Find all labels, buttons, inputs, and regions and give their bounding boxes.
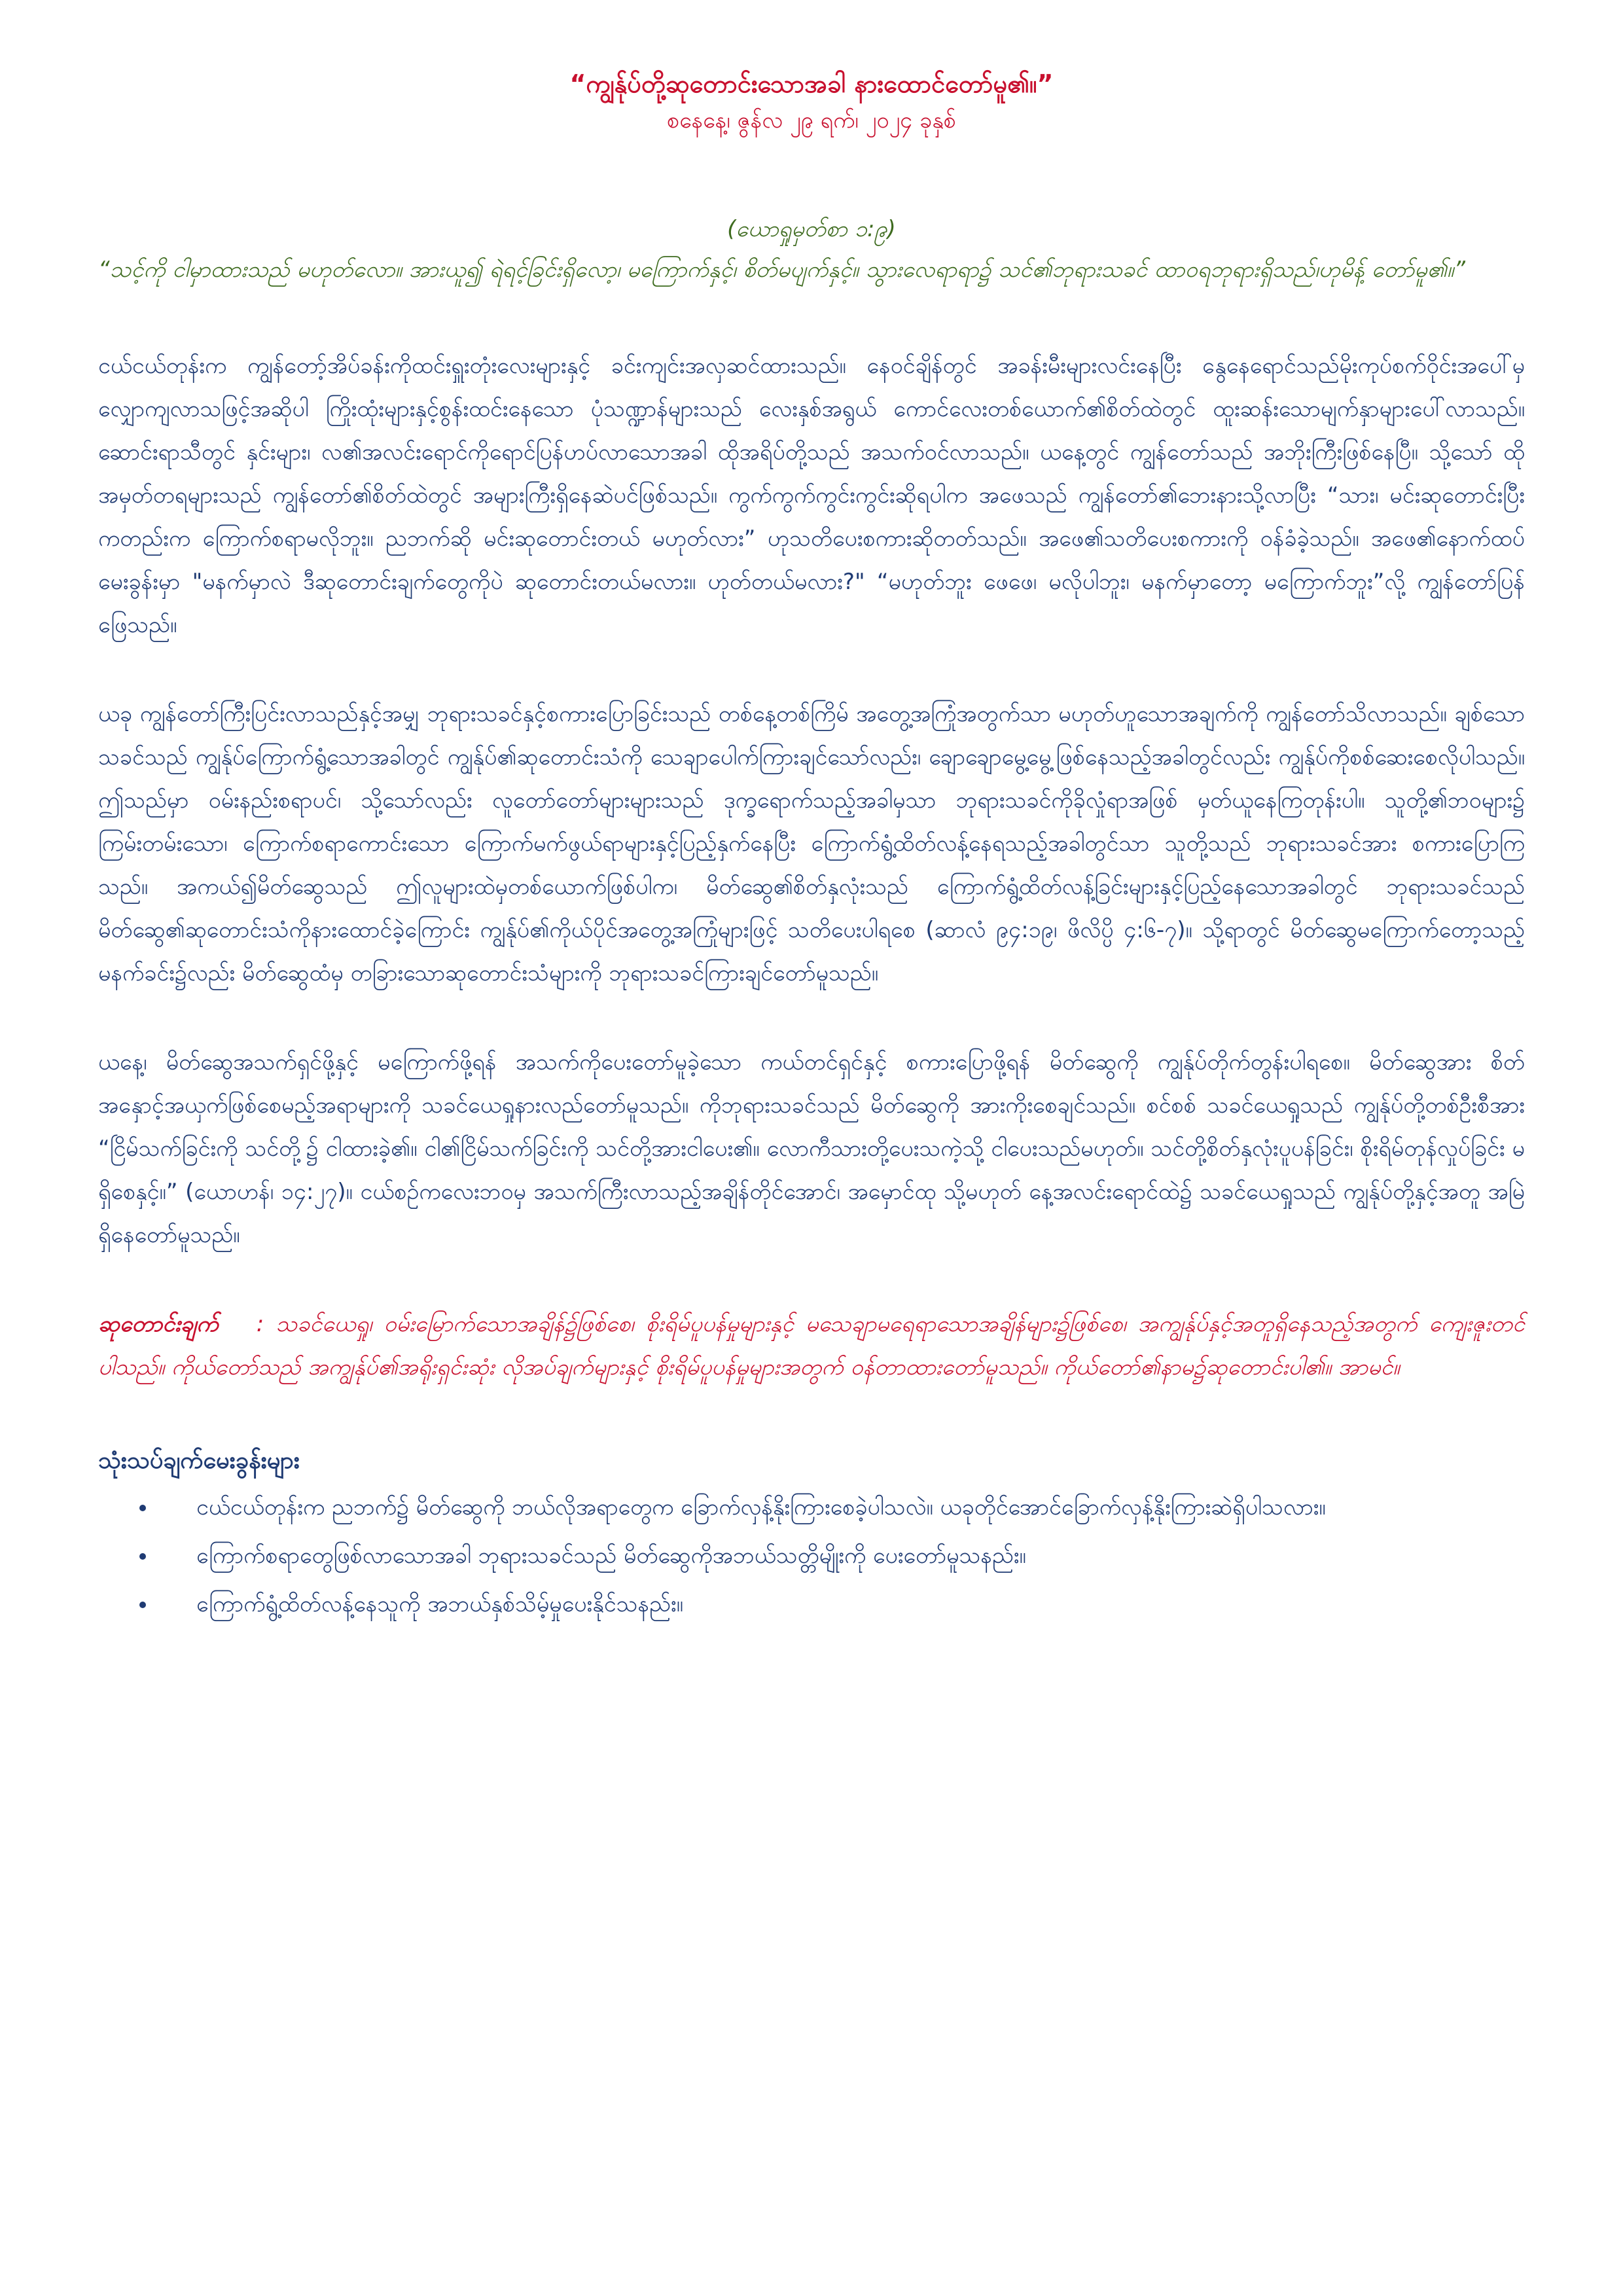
page-date: စနေနေ့၊ ဇွန်လ ၂၉ ရက်၊ ၂၀၂၄ ခုနှစ် [667, 107, 956, 134]
questions-heading: သုံးသပ်ချက်မေးခွန်းများ [98, 1447, 300, 1474]
body-paragraph-3: ယနေ့၊ မိတ်ဆွေအသက်ရှင်ဖို့နှင့် မကြောက်ဖို့ရန် အသက်ကိုပေးတော်မူခဲ့သော ကယ်တင်ရှင်နှင့် စကားပြောဖို့ရန် မိတ်ဆွေကို ကျွန်ုပ်တိုက်တွန်းပါရစေ။ မိတ်ဆွေအား စိတ်အနှောင့်အယှက်ဖြစ်စေမည့်အရာများကို သခင်ယေရှုနားလည်တော်မူသည်။ ကိုဘုရားသခင်သည် မိတ်ဆွေကို အားကိုးစေချင်သည်။ စင်စစ် သခင်ယေရှုသည် ကျွန်ုပ်တို့တစ်ဦးစီအား “ငြိမ်သက်ခြင်းကို သင်တို့၌ ငါထားခဲ့၏။ ငါ၏ငြိမ်သက်ခြင်းကို သင်တို့အားငါပေး၏။ လောကီသားတို့ပေးသကဲ့သို့ ငါပေးသည်မဟုတ်။ သင်တို့စိတ်နှလုံးပူပန်ခြင်း၊ စိုးရိမ်တုန်လှုပ်ခြင်း မရှိစေနှင့်။” (ယောဟန်၊ ၁၄:၂၇)။ ငယ်စဉ်ကလေးဘဝမှ အသက်ကြီးလာသည့်အချိန်တိုင်အောင်၊ အမှောင်ထု သို့မဟုတ် နေ့အလင်းရောင်ထဲ၌ သခင်ယေရှုသည် ကျွန်ုပ်တို့နှင့်အတူ အမြဲရှိနေတော်မူသည်။ [98, 1049, 1525, 1248]
prayer-text: : သခင်ယေရှု၊ ဝမ်းမြောက်သောအချိန်၌ဖြစ်စေ၊ စိုးရိမ်ပူပန်မှုများနှင့် မသေချာမရေရာသောအချိန်များ၌ဖြစ်စေ၊ အကျွန်ုပ်နှင့်အတူရှိနေသည့်အတွက် ကျေးဇူးတင်ပါသည်။ ကိုယ်တော်သည် အကျွန်ုပ်၏အရိုးရှင်းဆုံး လိုအပ်ချက်များနှင့် စိုးရိမ်ပူပန်မှုများအတွက် ဝန်တာထားတော်မူသည်။ ကိုယ်တော်၏နာမ၌ဆုတောင်းပါ၏။ အာမင်။ [98, 1311, 1525, 1380]
devotional-page [98, 65, 1525, 1632]
page-title: “ကျွန်ုပ်တို့ဆုတောင်းသောအခါ နားထောင်တော်မူ၏။” [569, 69, 1054, 98]
body-paragraph-1: ငယ်ငယ်တုန်းက ကျွန်တော့်အိပ်ခန်းကိုထင်းရှူးတုံးလေးများနှင့် ခင်းကျင်းအလှဆင်ထားသည်။ နေဝင်ချိန်တွင် အခန်းမီးများလင်းနေပြီး နွေနေရောင်သည်မိုးကုပ်စက်ဝိုင်းအပေါ်မှ လျှောကျလာသဖြင့်အဆိုပါ ကြိုးထုံးများနှင့်စွန်းထင်းနေသော ပုံသဏ္ဍာန်များသည် လေးနှစ်အရွယ် ကောင်လေးတစ်ယောက်၏စိတ်ထဲတွင် ထူးဆန်းသောမျက်နှာများပေါ်လာသည်။ ဆောင်းရာသီတွင် နှင်းများ၊ လ၏အလင်းရောင်ကိုရောင်ပြန်ဟပ်လာသောအခါ ထိုအရိပ်တို့သည် အသက်ဝင်လာသည်။ ယနေ့တွင် ကျွန်တော်သည် အဘိုးကြီးဖြစ်နေပြီ။ သို့သော် ထိုအမှတ်တရများသည် ကျွန်တော်၏စိတ်ထဲတွင် အများကြီးရှိနေဆဲပင်ဖြစ်သည်။ ကွက်ကွက်ကွင်းကွင်းဆိုရပါက အဖေသည် ကျွန်တော်၏ဘေးနားသို့လာပြီး “သား၊ မင်းဆုတောင်းပြီးကတည်းက ကြောက်စရာမလိုဘူး။ ညဘက်ဆို မင်းဆုတောင်းတယ် မဟုတ်လား” ဟုသတိပေးစကားဆိုတတ်သည်။ အဖေ၏သတိပေးစကားကို ဝန်ခံခဲ့သည်။ အဖေ၏နောက်ထပ်မေးခွန်းမှာ "မနက်မှာလဲ ဒီဆုတောင်းချက်တွေကိုပဲ ဆုတောင်းတယ်မလား။ ဟုတ်တယ်မလား?" “မဟုတ်ဘူး ဖေဖေ၊ မလိုပါဘူး၊ မနက်မှာတော့ မကြောက်ဘူး”လို့ ကျွန်တော်ပြန်ဖြေသည်။ [98, 353, 1525, 638]
prayer [98, 1302, 1525, 1389]
verse-text: “သင့်ကို ငါမှာထားသည် မဟုတ်လော။ အားယူ၍ ရဲရင့်ခြင်းရှိလော့၊ မကြောက်နှင့်၊ စိတ်မပျက်နှင့်။ သွားလေရာရာ၌ သင်၏ဘုရားသခင် ထာဝရဘုရားရှိသည်၊ဟုမိန့် တော်မူ၏။” [98, 257, 1466, 283]
questions-list [98, 1487, 1525, 1624]
body-paragraph-2: ယခု ကျွန်တော်ကြီးပြင်းလာသည်နှင့်အမျှ ဘုရားသခင်နှင့်စကားပြောခြင်းသည် တစ်နေ့တစ်ကြိမ် အတွေ့အကြုံအတွက်သာ မဟုတ်ဟူသောအချက်ကို ကျွန်တော်သိလာသည်။ ချစ်သောသခင်သည် ကျွန်ုပ်ကြောက်ရွံ့သောအခါတွင် ကျွန်ုပ်၏ဆုတောင်းသံကို သေချာပေါက်ကြားချင်သော်လည်း၊ ချောချောမွေ့မွေ့ဖြစ်နေသည့်အခါတွင်လည်း ကျွန်ုပ်ကိုစစ်ဆေးစေလိုပါသည်။ ဤသည်မှာ ဝမ်းနည်းစရာပင်၊ သို့သော်လည်း လူတော်တော်များများသည် ဒုက္ခရောက်သည့်အခါမှသာ ဘုရားသခင်ကိုခိုလှုံရာအဖြစ် မှတ်ယူနေကြတုန်းပါ။ သူတို့၏ဘဝများ၌ ကြမ်းတမ်းသော၊ ကြောက်စရာကောင်းသော ကြောက်မက်ဖွယ်ရာများနှင့်ပြည့်နှက်နေပြီး ကြောက်ရွံ့ထိတ်လန့်နေရသည့်အခါတွင်သာ သူတို့သည် ဘုရားသခင်အား စကားပြောကြသည်။ အကယ်၍မိတ်ဆွေသည် ဤလူများထဲမှတစ်ယောက်ဖြစ်ပါက၊ မိတ်ဆွေ၏စိတ်နှလုံးသည် ကြောက်ရွံ့ထိတ်လန့်ခြင်းများနှင့်ပြည့်နေသောအခါတွင် ဘုရားသခင်သည် မိတ်ဆွေ၏ဆုတောင်းသံကိုနားထောင်ခဲ့ကြောင်း ကျွန်ုပ်၏ကိုယ်ပိုင်အတွေ့အကြုံများဖြင့် သတိပေးပါရစေ (ဆာလံ ၉၄:၁၉၊ ဖိလိပ္ပိ ၄:၆-၇)။ သို့ရာတွင် မိတ်ဆွေမကြောက်တော့သည့် မနက်ခင်း၌လည်း မိတ်ဆွေထံမှ တခြားသောဆုတောင်းသံများကို ဘုရားသခင်ကြားချင်တော်မူသည်။ [98, 701, 1525, 986]
question-item: • ကြောက်စရာတွေဖြစ်လာသောအခါ ဘုရားသခင်သည် မိတ်ဆွေကိုအဘယ်သတ္တိမျိုးကို ပေးတော်မူသနည်း။ [157, 1535, 1525, 1576]
verse-reference: (ယောရှုမှတ်စာ ၁:၉) [727, 216, 896, 242]
question-item: • ကြောက်ရွံ့ထိတ်လန့်နေသူကို အဘယ်နှစ်သိမ့်မှုပေးနိုင်သနည်း။ [157, 1584, 1525, 1624]
question-item: • ငယ်ငယ်တုန်းက ညဘက်၌ မိတ်ဆွေကို ဘယ်လိုအရာတွေက ခြောက်လှန့်နိုးကြားစေခဲ့ပါသလဲ။ ယခုတိုင်အောင်ခြောက်လှန့်နိုးကြားဆဲရှိပါသလား။ [157, 1487, 1525, 1528]
prayer-label: ဆုတောင်းချက် [98, 1311, 219, 1337]
